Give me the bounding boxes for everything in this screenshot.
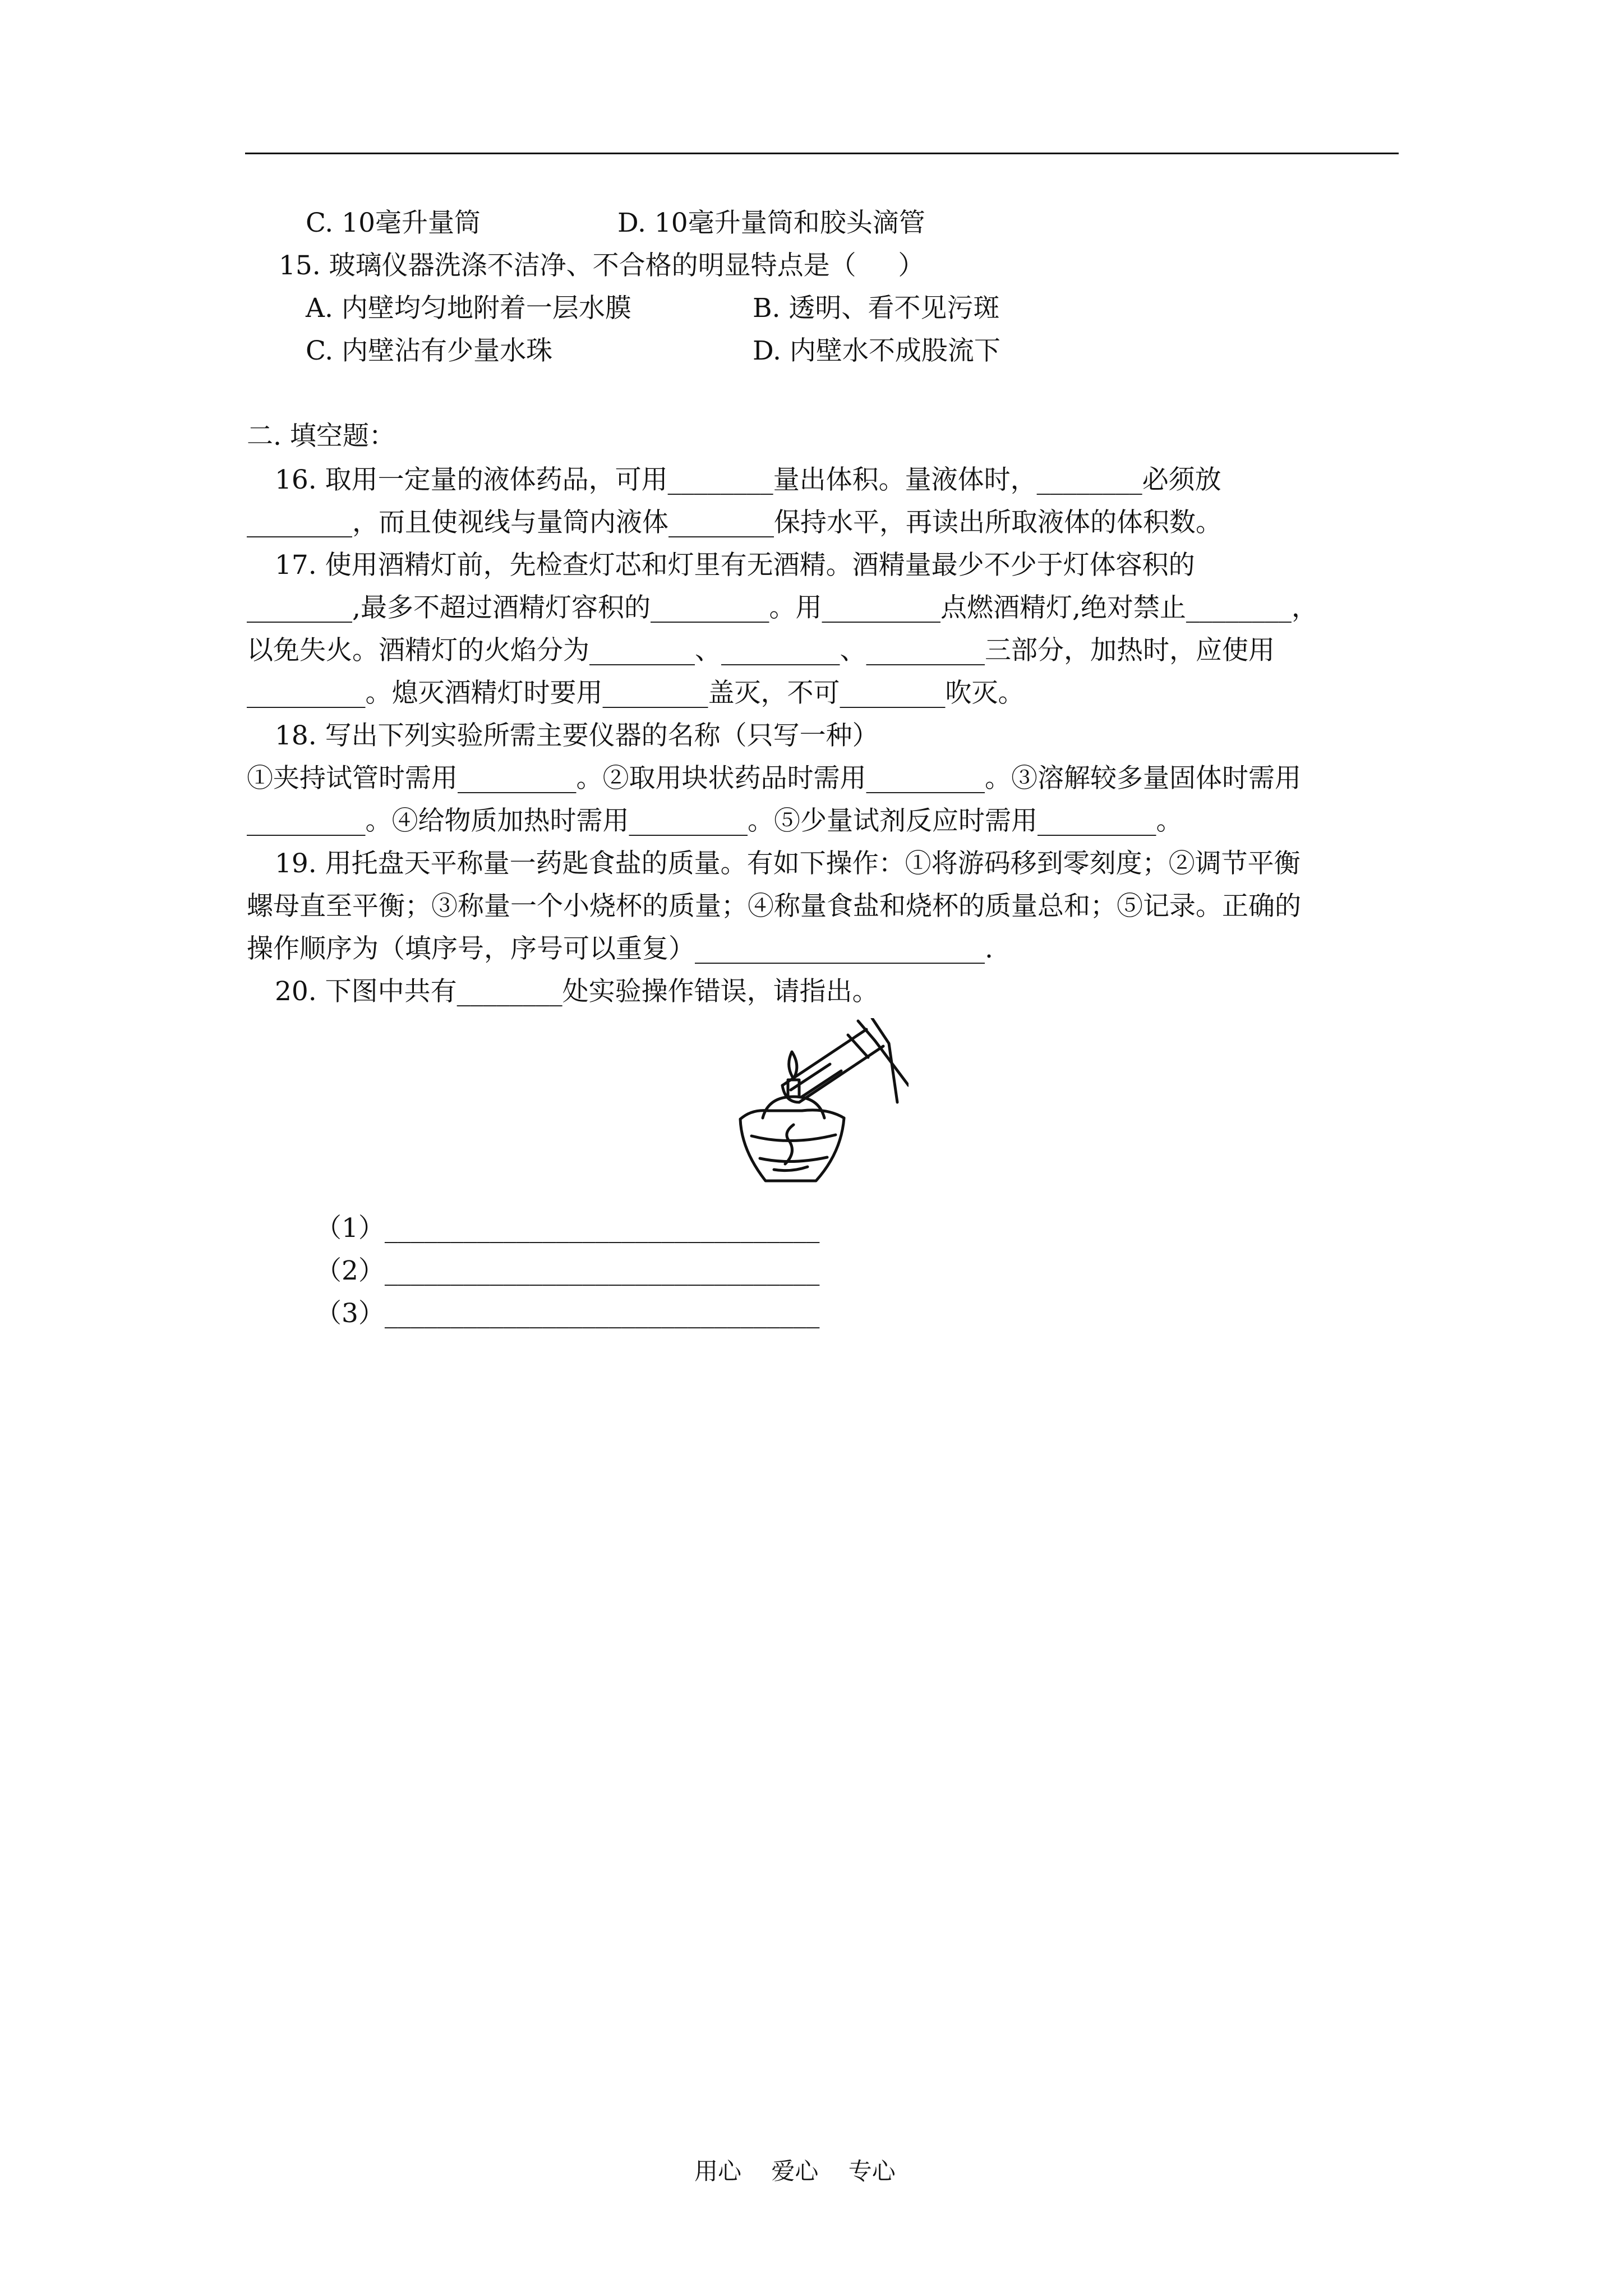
alcohol-lamp-heating-figure (729, 1018, 909, 1200)
q15-option-d: D. 内壁水不成股流下 (753, 335, 1000, 366)
q15-stem: 15. 玻璃仪器洗涤不洁净、不合格的明显特点是（ ） (279, 250, 925, 281)
footer-motto: 用心 爱心 专心 (694, 2157, 896, 2185)
q20-answer-3: （3）_________________________________ (315, 1298, 820, 1329)
q17-line2: ________,最多不超过酒精灯容积的_________。用_________点燃酒精灯,绝对禁止________， (247, 592, 1318, 623)
q17-line1: 17. 使用酒精灯前，先检查灯芯和灯里有无酒精。酒精量最少不少于灯体容积的 (275, 550, 1195, 581)
q19-line1: 19. 用托盘天平称量一药匙食盐的质量。有如下操作：①将游码移到零刻度；②调节平衡 (275, 848, 1301, 879)
q19-line2: 螺母直至平衡；③称量一个小烧杯的质量；④称量食盐和烧杯的质量总和；⑤记录。正确的 (247, 891, 1301, 922)
q16-line2: ________，而且使视线与量筒内液体________保持水平，再读出所取液体的体积数。 (247, 507, 1222, 538)
q19-line3: 操作顺序为（填序号，序号可以重复）______________________. (247, 933, 993, 964)
q15-option-c: C. 内壁沾有少量水珠 (306, 335, 553, 366)
q17-line4: _________。熄灭酒精灯时要用________盖灭，不可________吹灭。 (247, 678, 1025, 708)
q17-line3: 以免失火。酒精灯的火焰分为________、_________、_________三部分，加热时，应使用 (247, 635, 1275, 666)
section-title: 二. 填空题： (247, 421, 395, 452)
q18-line1: 18. 写出下列实验所需主要仪器的名称（只写一种） (275, 720, 879, 751)
q14-option-c: C. 10毫升量筒 (306, 208, 481, 238)
header-rule (245, 153, 1399, 154)
q20-answer-2: （2）_________________________________ (315, 1255, 820, 1286)
q16-line1: 16. 取用一定量的液体药品，可用________量出体积。量液体时，________必须放 (275, 464, 1221, 495)
q14-option-d: D. 10毫升量筒和胶头滴管 (617, 208, 925, 238)
q18-line3: _________。④给物质加热时需用_________。⑤少量试剂反应时需用_________。 (247, 806, 1183, 836)
q15-option-b: B. 透明、看不见污斑 (753, 293, 1000, 324)
q20-line1: 20. 下图中共有________处实验操作错误，请指出。 (275, 976, 879, 1007)
q20-answer-1: （1）_________________________________ (315, 1213, 820, 1244)
q15-option-a: A. 内壁均匀地附着一层水膜 (306, 293, 631, 324)
q18-line2: ①夹持试管时需用_________。②取用块状药品时需用_________。③溶解较多量固体时需用 (247, 763, 1301, 794)
